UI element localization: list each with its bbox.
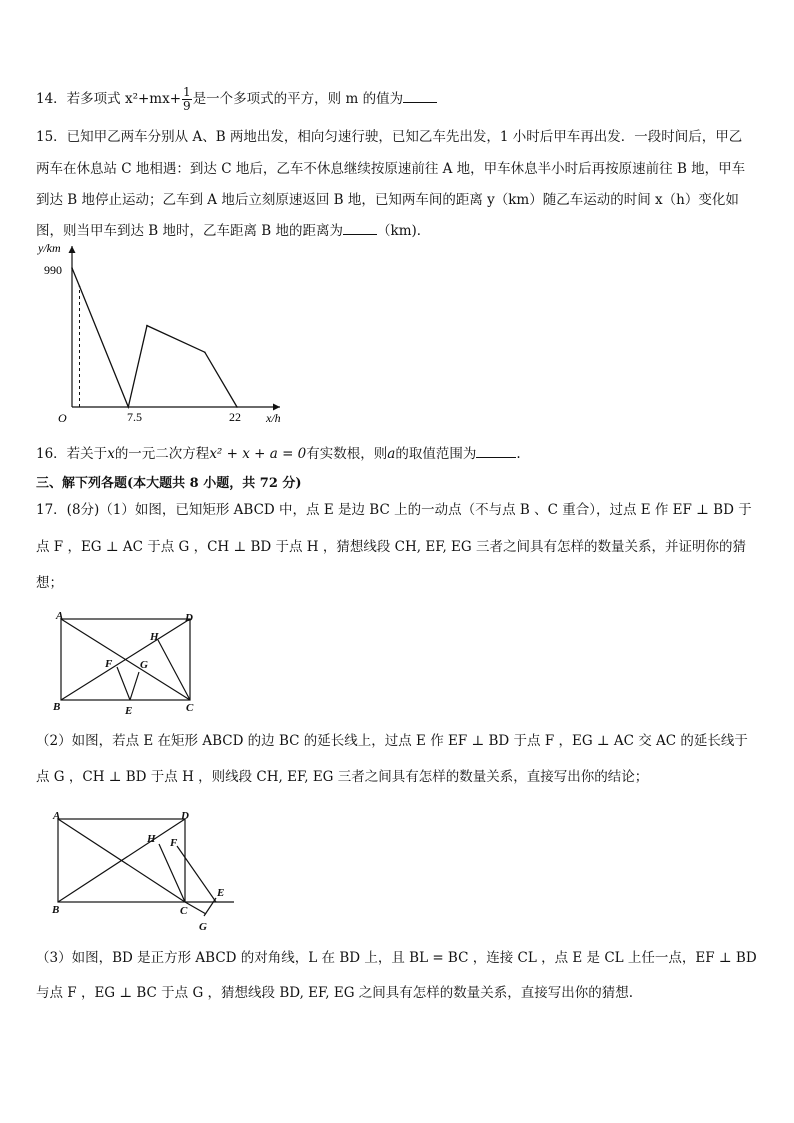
segment-eg xyxy=(130,672,139,700)
label-b: B xyxy=(52,904,60,916)
q15-line-3: 到达 B 地停止运动；乙车到 A 地后立刻原速返回 B 地，已知两车间的距离 y（km）随乙车运动的时间 x（h）变化如 xyxy=(36,192,739,208)
q16-text-1: 16．若关于 xyxy=(36,446,108,462)
q17-p3-line-2: 与点 F ，EG ⊥ BC 于点 G ，猜想线段 BD, EF, EG 之间具有怎样的数量关系，直接写出你的猜想. xyxy=(36,985,634,1001)
question-16 xyxy=(36,442,521,462)
y-tick-label: 990 xyxy=(44,263,62,277)
q16-text-4: 的取值范围为 xyxy=(395,446,477,462)
distance-time-chart xyxy=(30,238,290,428)
segment-ef xyxy=(177,846,216,902)
q14-prefix: 14．若多项式 x²+mx+ xyxy=(36,91,182,107)
series-point xyxy=(146,325,148,327)
figure-1 xyxy=(50,610,230,720)
section-3-title: 三、解下列各题(本大题共 8 小题，共 72 分) xyxy=(36,476,302,491)
q17-p2-line-2: 点 G ，CH ⊥ BD 于点 H ，则线段 CH, EF, EG 三者之间具有怎样的数量关系，直接写出你的结论； xyxy=(36,769,649,785)
label-e: E xyxy=(125,705,133,717)
q16-end: . xyxy=(516,446,521,462)
q14-frac-den: 9 xyxy=(183,99,191,113)
q17-p1-line-3: 想； xyxy=(36,575,63,591)
answer-blank xyxy=(403,90,437,103)
label-g: G xyxy=(199,921,207,933)
label-e: E xyxy=(217,887,225,899)
label-g: G xyxy=(140,659,148,671)
label-a: A xyxy=(53,810,61,822)
label-a: A xyxy=(56,610,64,622)
q15-line-4-end: （km)． xyxy=(377,223,431,239)
segment-ch xyxy=(158,640,190,700)
q16-text-3: 有实数根，则 xyxy=(306,446,388,462)
q15-line-4 xyxy=(36,219,430,239)
label-d: D xyxy=(181,810,189,822)
series-point xyxy=(236,406,238,408)
x-axis-label: x/h xyxy=(266,411,281,425)
q17-p2-line-1: （2）如图，若点 E 在矩形 ABCD 的边 BC 的延长线上，过点 E 作 EF ⊥ BD 于点 F ，EG ⊥ AC 交 AC 的延长线于 xyxy=(36,733,748,749)
q14-frac-num: 1 xyxy=(183,85,191,99)
x-tick-label: 7.5 xyxy=(127,410,142,424)
q17-p1-line-1: 17．(8分)（1）如图，已知矩形 ABCD 中，点 E 是边 BC 上的一动点（不与点 B 、C 重合），过点 E 作 EF ⊥ BD 于 xyxy=(36,502,752,518)
q15-line-2: 两车在休息站 C 地相遇：到达 C 地后，乙车不休息继续按原速前往 A 地，甲车休息半小时后再按原速前往 B 地，甲车 xyxy=(36,161,746,177)
label-h: H xyxy=(150,631,159,643)
label-f: F xyxy=(170,837,178,849)
series-line xyxy=(72,268,237,407)
x-tick-label: 22 xyxy=(229,410,241,424)
q16-var-a: a xyxy=(387,446,396,462)
series-point xyxy=(71,267,73,269)
figure-2 xyxy=(46,806,256,936)
ac-extension xyxy=(185,902,206,914)
q16-equation: x² + x + a = 0 xyxy=(209,446,307,462)
q16-var-x: x xyxy=(107,446,115,462)
q17-p3-line-1: （3）如图，BD 是正方形 ABCD 的对角线，L 在 BD 上，且 BL = BC ，连接 CL ，点 E 是 CL 上任一点，EF ⊥ BD xyxy=(36,950,757,966)
q15-line-1: 15．已知甲乙两车分别从 A、B 两地出发，相向匀速行驶，已知乙车先出发，1 小时后甲车再出发．一段时间后，甲乙 xyxy=(36,129,743,145)
series-point xyxy=(79,285,81,287)
answer-blank xyxy=(476,445,516,458)
label-h: H xyxy=(147,833,156,845)
q15-line-4-text: 图，则当甲车到达 B 地时，乙车距离 B 地的距离为 xyxy=(36,223,344,239)
origin-label: O xyxy=(58,411,67,425)
series-point xyxy=(204,351,206,353)
label-b: B xyxy=(53,701,61,713)
q17-p1-line-2: 点 F ，EG ⊥ AC 于点 G ，CH ⊥ BD 于点 H ，猜想线段 CH, EF, EG 三者之间具有怎样的数量关系，并证明你的猜 xyxy=(36,539,746,555)
q14-suffix: 是一个多项式的平方，则 m 的值为 xyxy=(192,91,404,107)
label-d: D xyxy=(185,612,193,624)
answer-blank xyxy=(343,222,377,235)
label-c: C xyxy=(180,905,188,917)
segment-ef xyxy=(117,667,130,700)
y-axis-label: y/km xyxy=(38,241,61,255)
segment-eg xyxy=(204,898,216,916)
q16-text-2: 的一元二次方程 xyxy=(114,446,210,462)
label-f: F xyxy=(105,658,113,670)
series-point xyxy=(127,406,129,408)
q14-fraction xyxy=(182,86,192,113)
question-14 xyxy=(36,86,437,113)
label-c: C xyxy=(186,702,194,714)
